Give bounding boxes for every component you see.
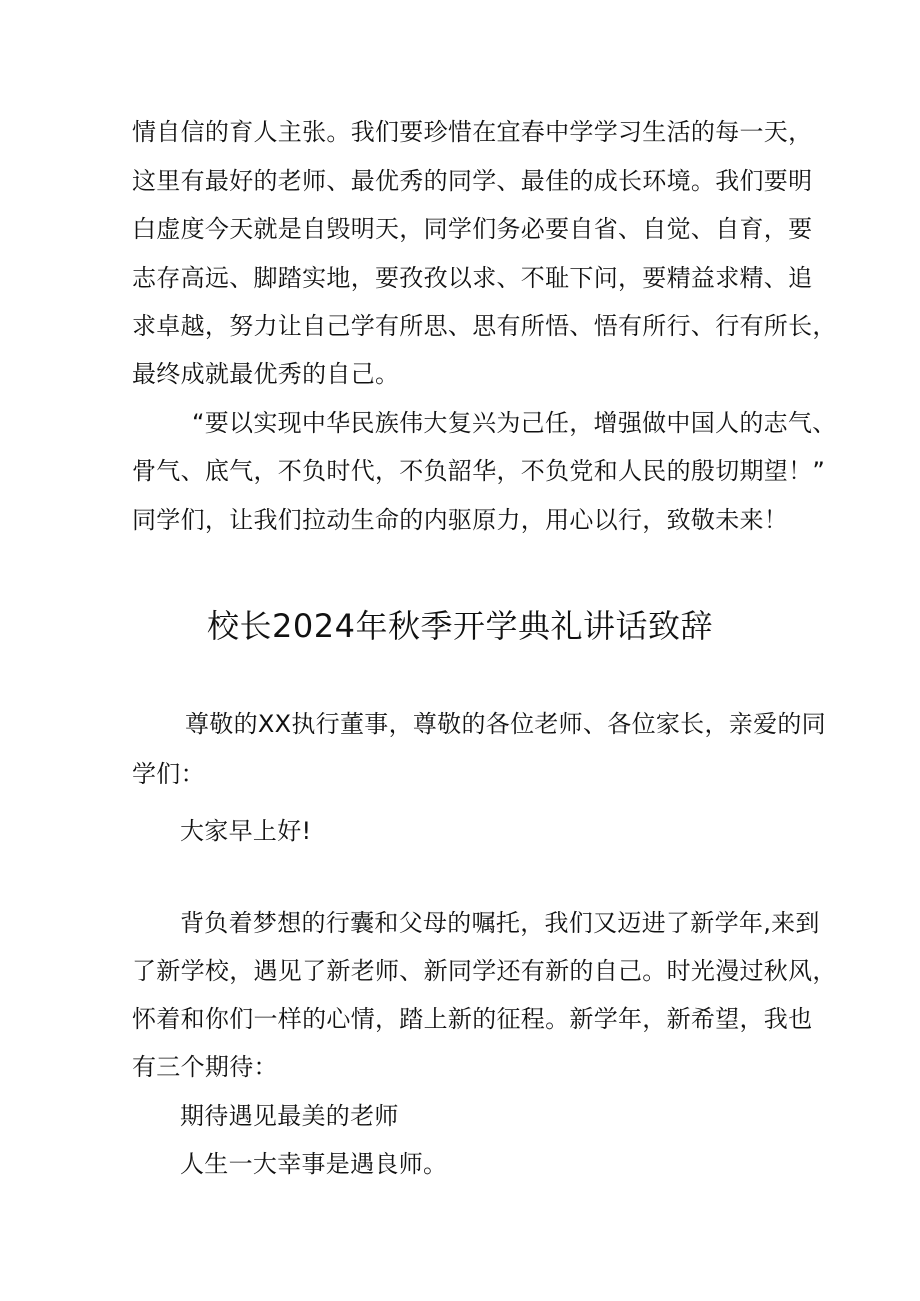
speech-title: 校长2024年秋季开学典礼讲话致辞	[207, 607, 713, 645]
paragraph-line: 情自信的育人主张。我们要珍惜在宜春中学学习生活的每一天，	[132, 118, 813, 146]
paragraph-line: 白虚度今天就是自毁明天，同学们务必要自省、自觉、自育，要	[132, 215, 813, 243]
salutation-line: 学们：	[132, 760, 205, 788]
body-line: 有三个期待：	[132, 1053, 278, 1081]
paragraph-line: 这里有最好的老师、最优秀的同学、最佳的成长环境。我们要明	[132, 167, 813, 195]
section-heading: 期待遇见最美的老师	[180, 1102, 399, 1130]
paragraph-line: 志存高远、脚踏实地，要孜孜以求、不耻下问，要精益求精、追	[132, 264, 813, 292]
body-line: 了新学校，遇见了新老师、新同学还有新的自己。时光漫过秋风，	[132, 957, 837, 985]
body-sentence: 人生一大幸事是遇良师。	[180, 1150, 448, 1178]
greeting: 大家早上好!	[180, 817, 312, 845]
quote-line: 骨气、底气，不负时代，不负韶华，不负党和人民的殷切期望！”	[132, 457, 826, 485]
paragraph-line: 求卓越，努力让自己学有所思、思有所悟、悟有所行、行有所长，	[132, 312, 837, 340]
paragraph-line: 最终成就最优秀的自己。	[132, 360, 400, 388]
body-line: 背负着梦想的行囊和父母的嘱托，我们又迈进了新学年,来到	[180, 909, 820, 937]
salutation-line: 尊敬的XX执行董事，尊敬的各位老师、各位家长，亲爱的同	[185, 710, 826, 738]
quote-line: “要以实现中华民族伟大复兴为己任，增强做中国人的志气、	[192, 409, 837, 437]
quote-line: 同学们，让我们拉动生命的内驱原力，用心以行，致敬未来！	[132, 506, 789, 534]
body-line: 怀着和你们一样的心情，踏上新的征程。新学年，新希望，我也	[132, 1005, 813, 1033]
